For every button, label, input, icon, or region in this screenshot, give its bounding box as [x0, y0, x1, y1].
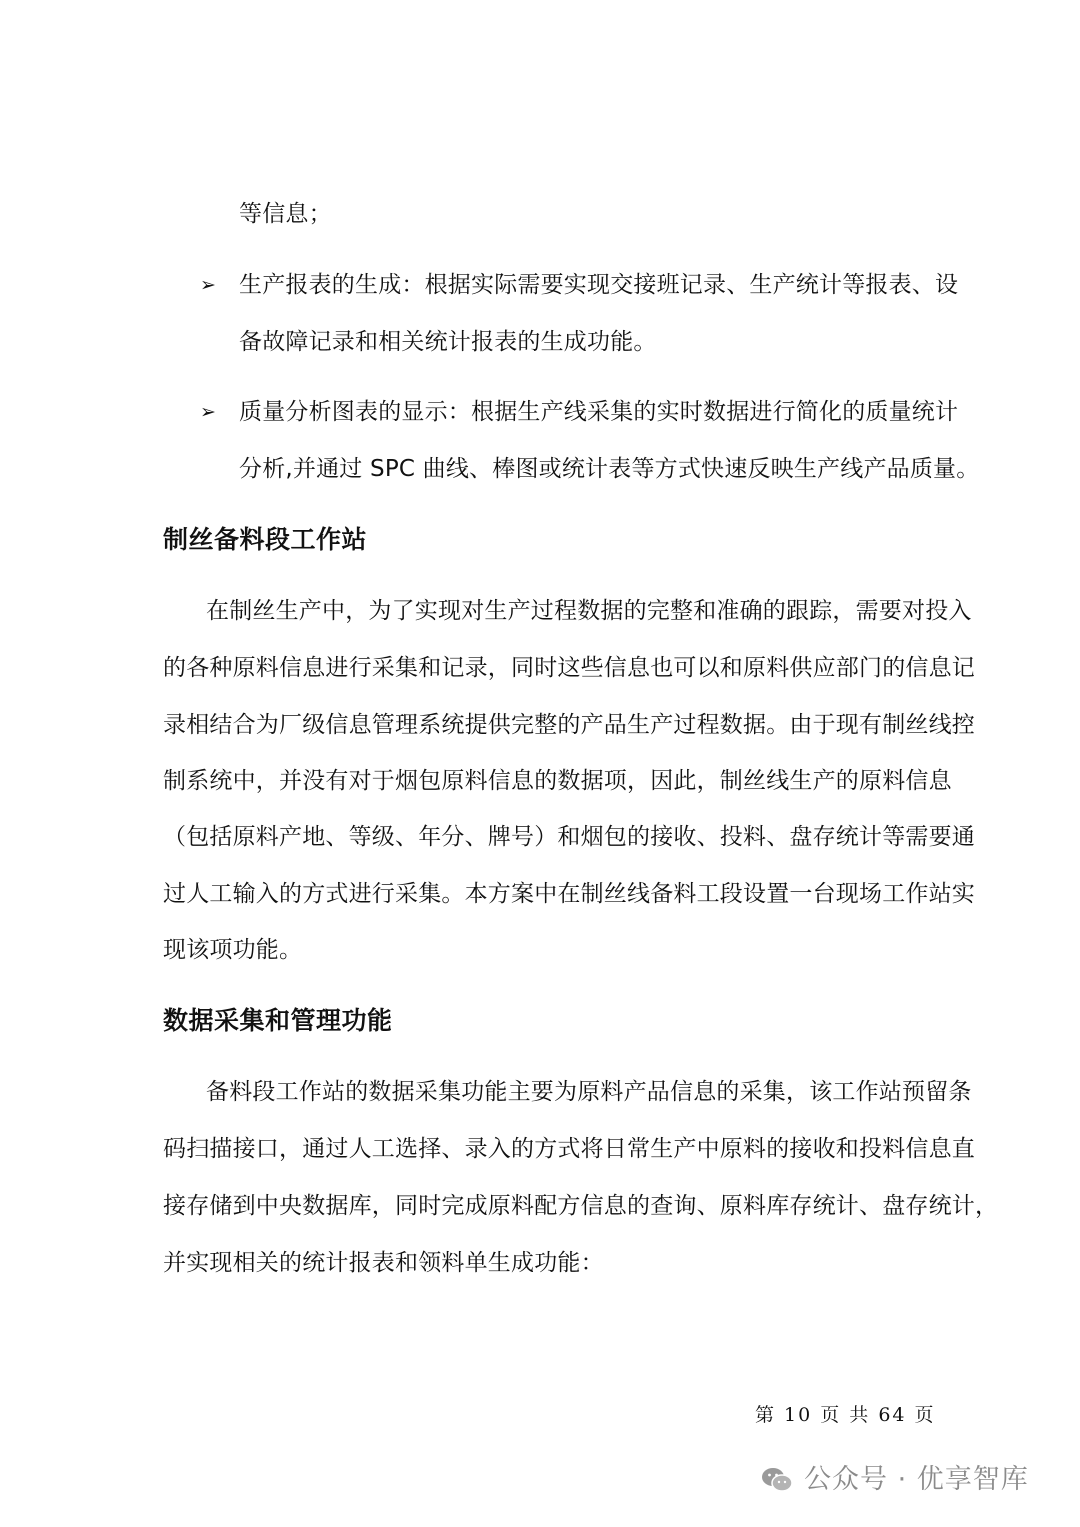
paragraph-line: 现该项功能。	[163, 937, 303, 963]
arrow-bullet-icon: ➢	[200, 274, 216, 296]
page-number: 第 10 页 共 64 页	[755, 1404, 936, 1426]
paragraph-line: 过人工输入的方式进行采集。本方案中在制丝线备料工段设置一台现场工作站实	[163, 881, 975, 907]
paragraph-line: （包括原料产地、等级、年分、牌号）和烟包的接收、投料、盘存统计等需要通	[163, 824, 975, 850]
paragraph-line: 录相结合为厂级信息管理系统提供完整的产品生产过程数据。由于现有制丝线控	[163, 712, 975, 738]
paragraph-line: 在制丝生产中，为了实现对生产过程数据的完整和准确的跟踪，需要对投入	[206, 598, 972, 624]
arrow-bullet-icon: ➢	[200, 401, 216, 423]
wechat-icon	[760, 1465, 794, 1495]
section-heading: 数据采集和管理功能	[163, 1006, 393, 1035]
bullet-text-line: 质量分析图表的显示：根据生产线采集的实时数据进行简化的质量统计	[239, 399, 959, 425]
watermark-text: 公众号 · 优享智库	[804, 1464, 1029, 1495]
paragraph-line: 备料段工作站的数据采集功能主要为原料产品信息的采集，该工作站预留条	[206, 1079, 972, 1105]
paragraph-line: 的各种原料信息进行采集和记录，同时这些信息也可以和原料供应部门的信息记	[163, 655, 975, 681]
bullet-text-line: 分析,并通过 SPC 曲线、棒图或统计表等方式快速反映生产线产品质量。	[239, 456, 980, 482]
paragraph-line: 码扫描接口，通过人工选择、录入的方式将日常生产中原料的接收和投料信息直	[163, 1136, 975, 1162]
paragraph-line: 制系统中，并没有对于烟包原料信息的数据项，因此，制丝线生产的原料信息	[163, 768, 952, 794]
paragraph-line: 并实现相关的统计报表和领料单生成功能：	[163, 1250, 604, 1276]
continuation-line: 等信息；	[239, 201, 332, 227]
bullet-text-line: 生产报表的生成：根据实际需要实现交接班记录、生产统计等报表、设	[239, 272, 959, 298]
bullet-text-line: 备故障记录和相关统计报表的生成功能。	[239, 329, 657, 355]
paragraph-line: 接存储到中央数据库，同时完成原料配方信息的查询、原料库存统计、盘存统计，	[163, 1193, 999, 1219]
watermark	[760, 1458, 1029, 1502]
section-heading: 制丝备料段工作站	[163, 525, 368, 554]
